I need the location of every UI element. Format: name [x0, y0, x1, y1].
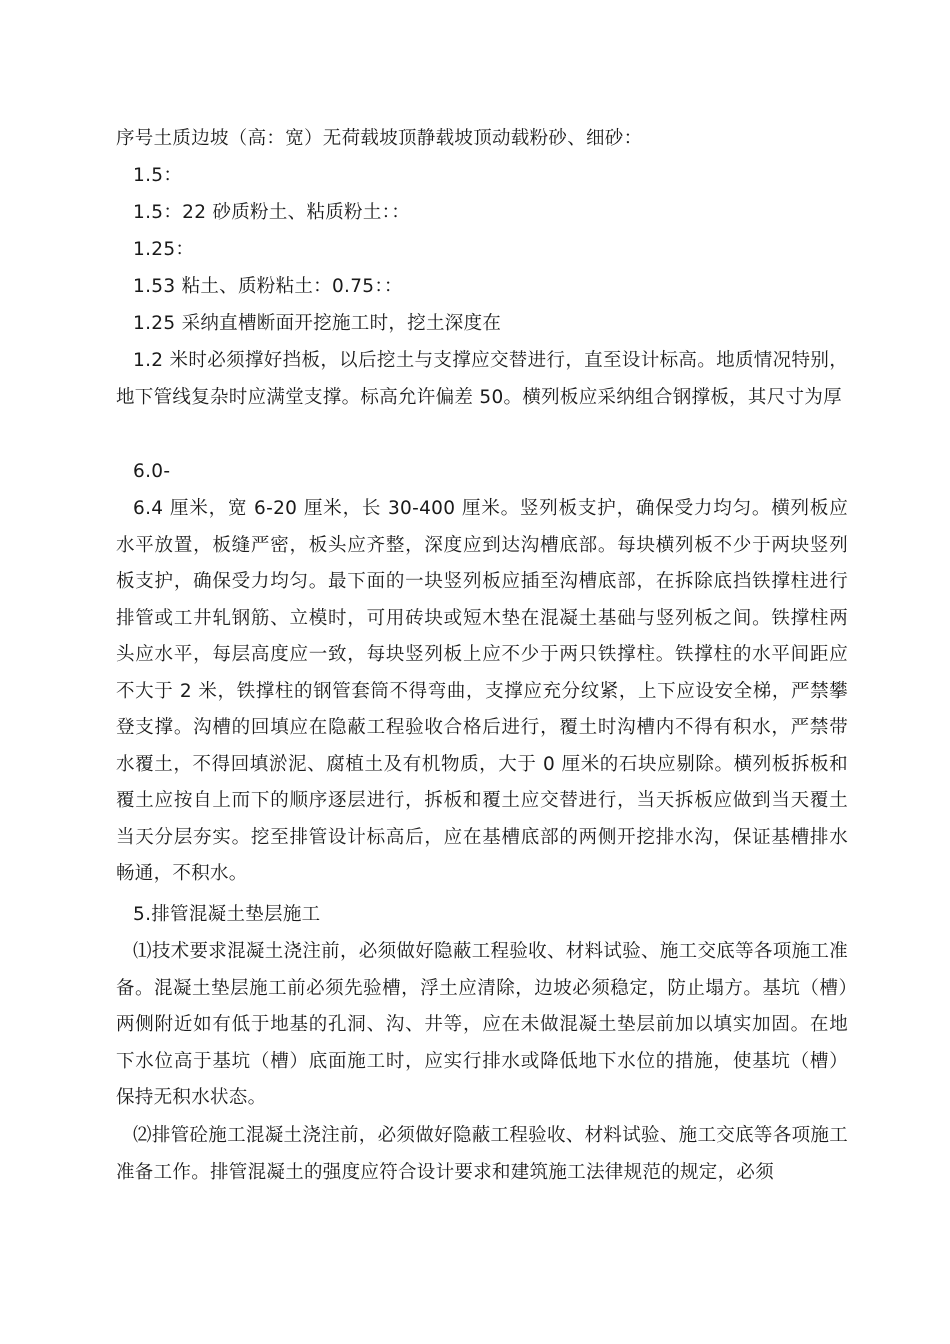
paragraph-line: 1.5：: [133, 165, 183, 186]
paragraph-technical-requirements: ⑴技术要求混凝土浇注前，必须做好隐蔽工程验收、材料试验、施工交底等各项施工准备。混凝土垫层施工前必须先验槽，浮土应清除，边坡必须稳定，防止塌方。基坑（槽）两侧附近如有低于地基的孔洞、沟、井等，应在未做混凝土垫层前加以填实加固。在地下水位高于基坑（槽）底面施工时，应实行排水或降低地下水位的措施，使基坑（槽）保持无积水状态。: [116, 941, 848, 1108]
paragraph-shoring: 1.2 米时必须撑好挡板，以后挖土与支撑应交替进行，直至设计标高。地质情况特别，地下管线复杂时应满堂支撑。标高允许偏差 50。横列板应采纳组合钢撑板，其尺寸为厚: [116, 350, 848, 408]
paragraph-concrete-pouring: ⑵排管砼施工混凝土浇注前，必须做好隐蔽工程验收、材料试验、施工交底等各项施工准备工作。排管混凝土的强度应符合设计要求和建筑施工法律规范的规定，必须: [116, 1125, 848, 1183]
section-heading: 5.排管混凝土垫层施工: [133, 904, 321, 925]
paragraph-line: 1.53 粘土、质粉粘土：0.75：：: [133, 276, 403, 297]
paragraph-line: 6.0-: [133, 461, 171, 482]
paragraph-plank-support: 6.4 厘米，宽 6-20 厘米，长 30-400 厘米。竖列板支护，确保受力均匀。横列板应水平放置，板缝严密，板头应齐整，深度应到达沟槽底部。每块横列板不少于两块竖列板支护，确保受力均匀。最下面的一块竖列板应插至沟槽底部，在拆除底挡铁撑柱进行排管或工井轧钢筋、立模时，可用砖块或短木垫在混凝土基础与竖列板之间。铁撑柱两头应水平，每层高度应一致，每块竖列板上应不少于两只铁撑柱。铁撑柱的水平间距应不大于 2 米，铁撑柱的钢管套筒不得弯曲，支撑应充分纹紧，上下应设安全梯，严禁攀登支撑。沟槽的回填应在隐蔽工程验收合格后进行，覆土时沟槽内不得有积水，严禁带水覆土，不得回填淤泥、腐植土及有机物质，大于 0 厘米的石块应剔除。横列板拆板和覆土应按自上而下的顺序逐层进行，拆板和覆土应交替进行，当天拆板应做到当天覆土当天分层夯实。挖至排管设计标高后，应在基槽底部的两侧开挖排水沟，保证基槽排水畅通，不积水。: [116, 498, 848, 884]
paragraph-line: 1.25 采纳直槽断面开挖施工时，挖土深度在: [133, 313, 502, 334]
paragraph-soil-table-header: 序号土质边坡（高：宽）无荷载坡顶静载坡顶动载粉砂、细砂：: [116, 128, 643, 149]
paragraph-line: 1.25：: [133, 239, 195, 260]
paragraph-line: 1.5：22 砂质粉土、粘质粉土：：: [133, 202, 410, 223]
